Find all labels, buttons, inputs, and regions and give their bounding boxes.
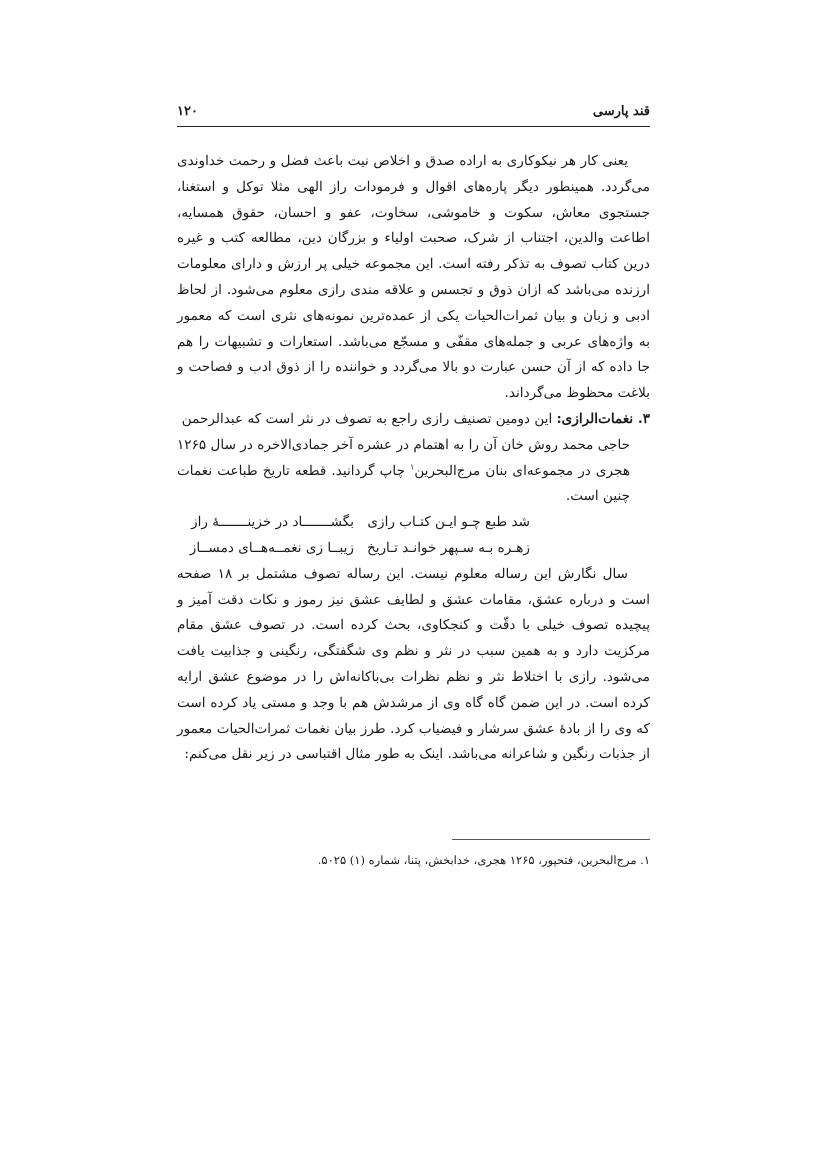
paragraph-1: یعنی کار هر نیکوکاری به اراده صدق و اخلاص نیت باعث فضل و رحمت خداوندی می‌گردد. همینطور دیگر پاره‌های اقوال و فرمودات راز الهی مثلا توکل و استغنا، جستجوی معاش، سکوت و خاموشی، سخاوت، عفو و احسان، حقوق همسایه، اطاعت والدین، اجتناب از شرک، صحبت اولیاء و بزرگان دین، مطالعه کتب و غیره درین کتاب تصوف به تذکر رفته است. این مجموعه خیلی پر ارزش و دارای معلومات ارزنده می‌باشد که ازان ذوق و تجسس و علاقه مندی رازی معلوم می‌شود. از لحاظ ادبی و زبان و بیان ثمرات‌الحیات یکی از عمده‌ترین نمونه‌های نثری است که معمور به واژه‌های عربی و جمله‌های مقفّی و مسجّع می‌باشد. استعارات و تشبیهات را هم جا داده که از آن حسن عبارت دو بالا می‌گردد و خواننده را از ذوق ادب و فصاحت و بلاغت محظوظ می‌گرداند. xyxy=(177,153,650,402)
verse-line xyxy=(177,536,530,562)
verse-block xyxy=(177,510,650,562)
numbered-item-3 xyxy=(177,407,650,510)
verse-hemistich: زهـره بـه سـپهر خوانـد تـاریخ xyxy=(366,539,530,556)
item-3-first-line xyxy=(177,407,650,433)
item-3-label: ۳. نغمات‌الرازی: xyxy=(556,410,650,427)
footnote-rule xyxy=(452,839,650,840)
verse-hemistich: شد طبع چـو ایـن کتـاب رازی xyxy=(367,514,530,531)
verse-line xyxy=(177,510,530,536)
verse-hemistich: زیبــا زی نغمــه‌هــای دمســاز xyxy=(189,539,354,556)
page-number: ۱۲۰ xyxy=(177,104,198,119)
page-header xyxy=(177,98,650,126)
footnote: ۱. مرج‌البحرین، فتحپور، ۱۲۶۵ هجری، خدابخش، پتنا، شماره (۱) ۵۰۲۵. xyxy=(317,853,650,867)
item-3-text-b: چاپ گردانید. قطعه تاریخ طباعت نغمات چنین است. xyxy=(177,462,630,505)
paragraph-2: سال نگارش این رساله معلوم نیست. این رساله تصوف مشتمل بر ۱۸ صفحه است و درباره عشق، مقامات عشق و لطایف عشق نیز رموز و نکات دقت آمیز و پیچیده تصوف خیلی با دقّت و کنجکاوی، بحث کرده است. در تصوف عشق مقام مرکزیت دارد و به همین سبب در نثر و نظم وی شگفتگی، رنگینی و جذابیت یافت می‌شود. رازی با اختلاط نثر و نظم نظرات بی‌باکانه‌اش را در موضوع عشق ارایه کرده است. در این ضمن گاه گاه وی از مرشدش هم با وجد و مستی یاد کرده است که وی را از بادهٔ عشق سرشار و فیضیاب کرد. طرز بیان نغمات ثمرات‌الحیات معمور از جذبات رنگین و شاعرانه می‌باشد. اینک به طور مثال اقتباسی در زیر نقل می‌کنم: xyxy=(177,565,650,763)
header-rule xyxy=(177,126,650,127)
running-title: قند پارسی xyxy=(592,104,650,119)
body-text xyxy=(177,149,650,768)
item-3-continuation xyxy=(177,433,650,510)
verse-hemistich: بگشـــــــاد در خزینـــــــهٔ راز xyxy=(191,514,354,531)
footnote-reference: ۱ xyxy=(410,462,415,472)
item-3-text-a: حاجی محمد روش خان آن را به اهتمام در عشره آخر جمادی‌الاخره در سال ۱۲۶۵ هجری در مجموعه‌ای بنان مرج‌البحرین xyxy=(177,436,630,479)
item-3-first-text: این دومین تصنیف رازی راجع به تصوف در نثر است که عبدالرحمن xyxy=(181,410,557,427)
